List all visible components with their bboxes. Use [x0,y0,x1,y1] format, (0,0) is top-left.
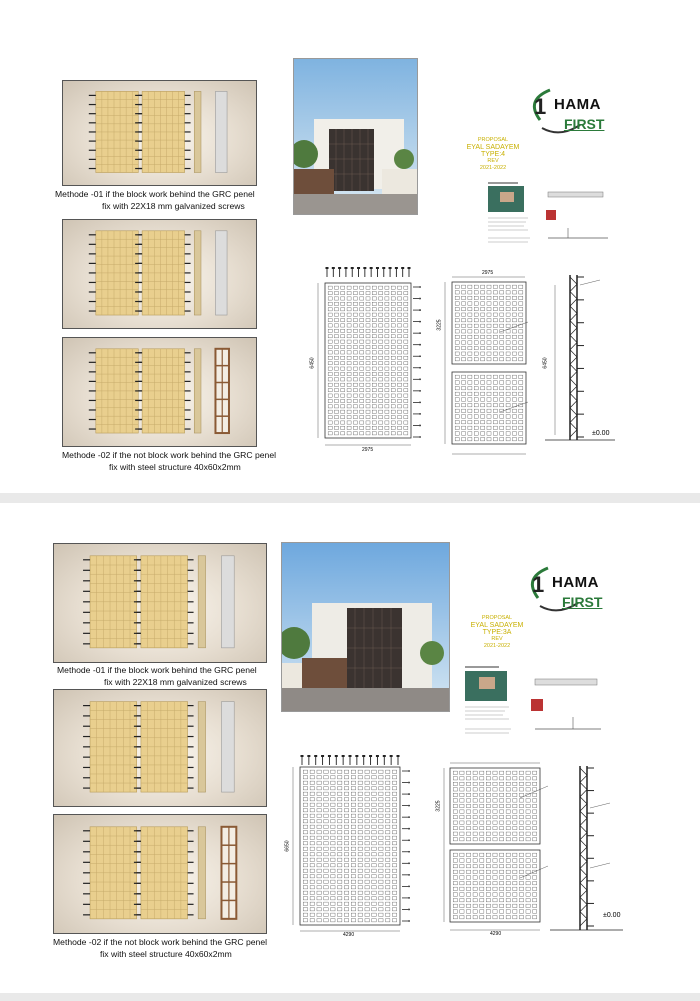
datasheet-graphic [465,663,605,741]
method-01-caption: Methode -01 if the block work behind the GRC penel fix with 22X18 mm galvanized screws [55,189,255,211]
elevation-grid-graphic [285,753,410,938]
elevation-width-dim: 2975 [362,447,374,453]
panel-layout-graphic [440,272,535,462]
panel-render-graphic [63,81,256,185]
method-02-render [62,337,257,447]
ground-level-label: ±0.00 [603,912,621,919]
logo-sub: FIRST [564,116,605,132]
project-label: PROPOSAL EYAL SADAYEM TYPE:4 REV 2021-2022 [466,137,520,171]
elevation-grid-graphic [310,265,425,457]
elevation-height-dim: 6450 [309,357,316,369]
panel-render-graphic [63,338,256,446]
villa-photo-graphic [294,59,417,214]
villa-facade-photo [293,58,418,215]
company-logo [520,80,630,140]
logo-name: HAMA [554,96,601,113]
panel-render-graphic [54,815,266,933]
logo-number: 1 [532,572,545,597]
villa-facade-photo [281,542,450,712]
villa-photo-graphic [282,543,449,711]
section-graphic [545,758,625,938]
section-graphic [540,265,620,450]
panel-render-graphic [54,544,266,662]
company-logo [518,558,628,618]
panel-layout-drawing [435,758,550,938]
method-02-caption: Methode -02 if the not block work behind the GRC penel fix with steel structure 40x60x2mm [62,450,277,472]
panel-layout-graphic [440,758,550,938]
front-elevation-drawing [285,753,410,938]
section-drawing [545,758,625,938]
method-01-render [53,543,267,663]
panel-width-dim: 2975 [482,270,494,276]
elevation-width-dim: 4290 [343,932,355,938]
drawing-sheet-1 [0,0,700,493]
project-label: PROPOSAL EYAL SADAYEM TYPE:3A REV 2021-2022 [470,615,524,649]
panel-render-graphic [63,220,256,328]
elevation-height-dim: 6650 [284,840,291,852]
method-01-alt-render [62,219,257,329]
front-elevation-drawing [310,265,425,457]
logo-name: HAMA [552,574,599,591]
logo-number: 1 [534,94,547,119]
panel-height-dim: 3225 [436,319,443,331]
section-drawing [540,265,620,450]
panel-layout-drawing [436,270,535,462]
method-02-caption: Methode -02 if the not block work behind the GRC penel fix with steel structure 40x60x2mm [53,937,268,959]
panel-render-graphic [54,690,266,806]
panel-height-dim: 3225 [435,800,442,812]
ground-level-label: ±0.00 [592,430,610,437]
product-datasheet [488,180,610,252]
method-02-render [53,814,267,934]
method-01-caption: Methode -01 if the block work behind the GRC penel fix with 22X18 mm galvanized screws [57,665,257,687]
panel-width-dim: 4290 [490,931,502,937]
method-01-render [62,80,257,186]
product-datasheet [465,663,605,741]
logo-sub: FIRST [562,594,603,610]
method-01-alt-render [53,689,267,807]
datasheet-graphic [488,180,610,252]
drawing-sheet-2 [0,503,700,993]
section-height-dim: 6450 [542,357,549,369]
